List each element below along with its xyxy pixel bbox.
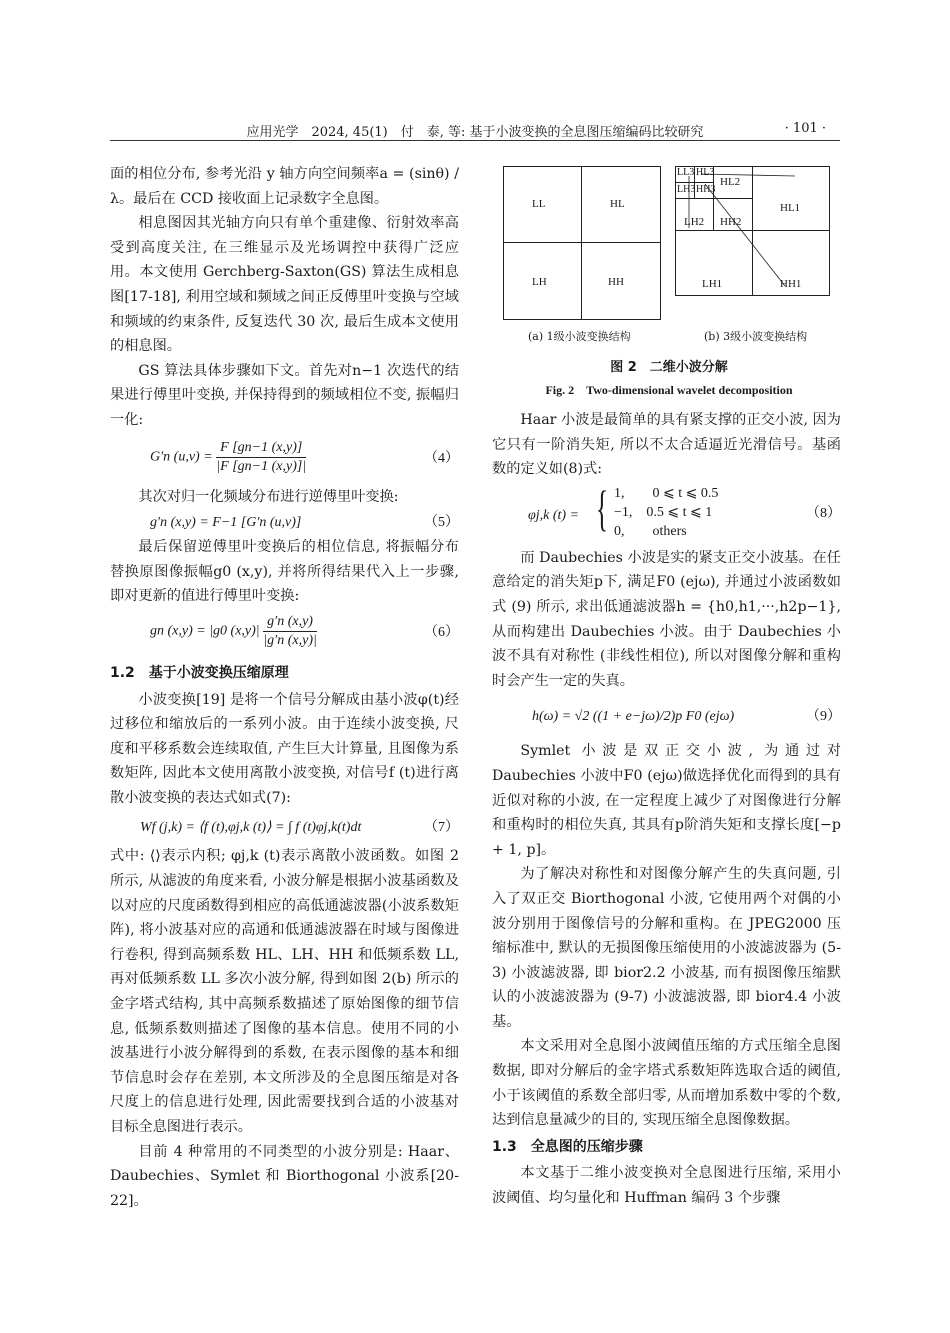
- eq5-body: g′n (x,y) = F−1 [G′n (u,v)]: [150, 515, 302, 531]
- fig2b-hl3: HL3: [696, 167, 715, 178]
- eq9-body: h(ω) = √2 ((1 + e−jω)/2)p F0 (ejω): [532, 709, 735, 725]
- eq6-label: （6）: [424, 624, 459, 640]
- fig2b-hh3: HH3: [696, 184, 716, 195]
- right-column: [492, 408, 841, 1211]
- equation-7: [110, 810, 459, 844]
- equation-5: [110, 509, 459, 535]
- eq4-denominator: |F [gn−1 (x,y)]|: [216, 458, 307, 474]
- equation-9: [492, 693, 841, 739]
- paragraph: 式中: ⟨⟩表示内积; φj,k (t)表示离散小波函数。如图 2 所示, 从滤波的角度来看, 小波分解是根据小波基函数及以对应的尺度函数得到相应的高低通滤波器(小波系数矩阵), 将小波基对应的高通和低通滤波器在时域与图像进行卷积, 得到高频系数 HL、LH、HH 和低频系数 LL, 再对低频系数 LL 多次小波分解, 得到如图 2(b) 所示的金字塔式结构, 其中高频系数描述了原始图像的细节信息, 低频系数则描述了图像的基本信息。使用不同的小波基进行小波分解得到的系数, 在表示图像的基本和细节信息时会存在差别, 本文所涉及的全息图压缩是对各尺度上的信息进行处理, 因此需要找到合适的小波基对目标全息图进行表示。: [110, 848, 459, 1135]
- fig2a-hline: [503, 242, 661, 243]
- paragraph: 本文采用对全息图小波阈值压缩的方式压缩全息图数据, 即对分解后的金字塔式系数矩阵选取合适的阈值, 小于该阈值的系数全部归零, 从而增加系数中零的个数, 达到信息量减少的目的, 实现压缩全息图像数据。: [492, 1038, 841, 1129]
- figure-title-cn: 图 2 二维小波分解: [610, 360, 728, 375]
- paragraph: 而 Daubechies 小波是实的紧支正交小波基。在任意给定的消失矩p下, 满足F0 (ejω), 并通过小波函数如式 (9) 所示, 求出低通滤波器h = {h0,h1,···,h2p−1}, 从而构建出 Daubechies 小波。由于 Daubechies 小波不具有对称性 (非线性相位), 所以对图像分解和重构时会产生一定的失真。: [492, 549, 841, 689]
- fig2b-caption: (b) 3级小波变换结构: [704, 330, 808, 343]
- fig2b-hl1: HL1: [780, 202, 801, 214]
- fig2b-lh2: LH2: [684, 216, 705, 228]
- eq8-case: −1, 0.5 ⩽ t ⩽ 1: [614, 504, 713, 520]
- eq4-fraction: [216, 439, 306, 476]
- fig2a-ll: LL: [532, 198, 546, 210]
- eq6-numerator: g′n (x,y): [263, 613, 317, 632]
- equation-4: [110, 433, 459, 485]
- eq5-label: （5）: [424, 515, 459, 531]
- eq9-label: （9）: [806, 709, 841, 725]
- fig2b-lh1: LH1: [702, 278, 723, 290]
- figure-title-en: Fig. 2 Two-dimensional wavelet decomposition: [545, 383, 793, 397]
- fig2b-lh3: LH3: [677, 184, 696, 195]
- eq7-label: （7）: [424, 820, 459, 836]
- eq8-case: 1, 0 ⩽ t ⩽ 0.5: [614, 485, 719, 501]
- equation-8: [492, 479, 841, 546]
- eq6-denominator: |g′n (x,y)|: [263, 632, 317, 648]
- section-heading: 1.2 基于小波变换压缩原理: [110, 664, 289, 681]
- header-title: 应用光学 2024, 45(1) 付 泰, 等: 基于小波变换的全息图压缩编码比较研究: [246, 125, 704, 140]
- eq4-numerator: F [gn−1 (x,y)]: [216, 439, 306, 458]
- eq8-lhs: φj,k (t) =: [528, 507, 580, 523]
- section-heading: 1.3 全息图的压缩步骤: [492, 1138, 643, 1155]
- eq8-case: 0, others: [614, 523, 687, 539]
- eq6-lhs: gn (x,y) = |g0 (x,y)|: [150, 623, 260, 639]
- eq4-label: （4）: [424, 450, 459, 466]
- paragraph: Symlet 小波是双正交小波, 为通过对 Daubechies 小波中F0 (ejω)做选择优化而得到的具有近似对称的小波, 在一定程度上减少了对图像进行分解和重构时的相位失真, 其具有p阶消失矩和支撑长度[−p + 1, p]。: [492, 743, 841, 858]
- paragraph: 相息图因其光轴方向只有单个重建像、衍射效率高受到高度关注, 在三维显示及光场调控中获得广泛应用。本文使用 Gerchberg-Saxton(GS) 算法生成相息图[17-18], 利用空域和频域之间正反傅里叶变换与空域和频域的约束条件, 反复迭代 30 次, 最后生成本文使用的相息图。: [110, 215, 459, 355]
- eq7-body: Wf (j,k) = ⟨f (t),φj,k (t)⟩ = ∫ f (t)φj,k(t)dt: [140, 820, 362, 836]
- paragraph: 为了解决对称性和对图像分解产生的失真问题, 引入了双正交 Biorthogonal 小波, 它使用两个对偶的小波分别用于图像信号的分解和重构。在 JPEG2000 压缩标准中, 默认的无损图像压缩使用的小波滤波器为 (5-3) 小波滤波器, 即 bior2.2 小波基, 而有损图像压缩默认的小波滤波器为 (9-7) 小波滤波器, 即 bior4.4 小波基。: [492, 866, 841, 1030]
- running-header: [110, 118, 840, 141]
- eq8-cases: [614, 484, 718, 541]
- paragraph: 其次对归一化频域分布进行逆傅里叶变换:: [138, 488, 399, 505]
- eq4-lhs: G′n (u,v) =: [150, 449, 213, 465]
- fig2a-grid: [503, 166, 661, 320]
- paragraph: 目前 4 种常用的不同类型的小波分别是: Haar、Daubechies、Symlet 和 Biorthogonal 小波系[20-22]。: [110, 1143, 459, 1209]
- fig2a-hh: HH: [608, 276, 624, 288]
- paragraph: 小波变换[19] 是将一个信号分解成由基小波φ(t)经过移位和缩放后的一系列小波。由于连续小波变换, 尺度和平移系数会连续取值, 产生巨大计算量, 且图像为系数矩阵, 因此本文使用离散小波变换, 对信号f (t)进行离散小波变换的表达式如式(7):: [110, 691, 459, 806]
- paragraph: 面的相位分布, 参考光沿 y 轴方向空间频率a = (sinθ) / λ。最后在 CCD 接收面上记录数字全息图。: [110, 166, 459, 207]
- fig2a-caption: (a) 1级小波变换结构: [528, 330, 631, 343]
- eq8-label: （8）: [806, 505, 841, 521]
- fig2b-hl2: HL2: [720, 176, 741, 188]
- fig2a-lh: LH: [532, 276, 547, 288]
- figure-2: [498, 162, 843, 402]
- fig2a-vline: [581, 166, 582, 320]
- eq6-fraction: [263, 613, 317, 650]
- paragraph: 本文基于二维小波变换对全息图进行压缩, 采用小波阈值、均匀量化和 Huffman 编码 3 个步骤: [492, 1165, 841, 1207]
- fig2b-hh1: HH1: [780, 278, 802, 290]
- left-column: [110, 162, 459, 1213]
- eq8-brace: {: [596, 479, 608, 536]
- fig2b-hh2: HH2: [720, 216, 742, 228]
- paragraph: GS 算法具体步骤如下文。首先对n−1 次迭代的结果进行傅里叶变换, 并保持得到的频域相位不变, 振幅归一化:: [110, 362, 459, 428]
- fig2a-hl: HL: [610, 198, 625, 210]
- paragraph: 最后保留逆傅里叶变换后的相位信息, 将振幅分布替换原图像振幅g0 (x,y), 并将所得结果代入上一步骤, 即对更新的值进行傅里叶变换:: [110, 539, 459, 605]
- paragraph: Haar 小波是最简单的具有紧支撑的正交小波, 因为它只有一阶消失矩, 所以不太合适逼近光滑信号。基函数的定义如(8)式:: [492, 412, 841, 478]
- fig2b-ll3: LL3: [677, 167, 695, 178]
- equation-6: [110, 609, 459, 659]
- page-number: · 101 ·: [784, 121, 826, 136]
